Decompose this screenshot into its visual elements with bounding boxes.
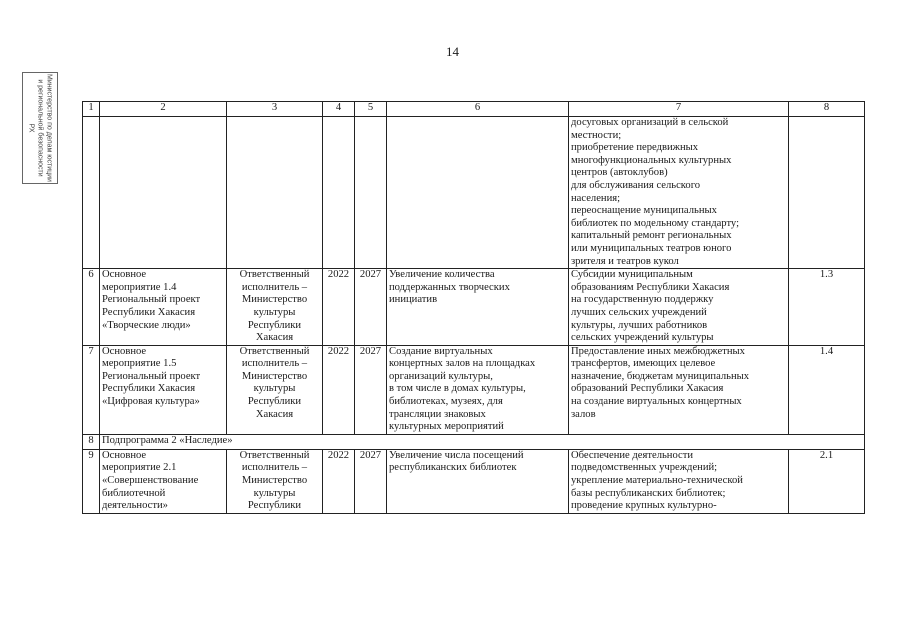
cell-text-line: Ответственный: [239, 269, 310, 281]
cell-text-line: населения;: [571, 192, 621, 204]
registration-stamp: [22, 72, 58, 184]
cell-text-line: залов: [571, 408, 596, 420]
cell-text-line: Республики: [247, 396, 302, 408]
cell-text-line: Ответственный: [239, 449, 310, 461]
header-cell: 3: [227, 102, 323, 117]
empty-cell: [387, 117, 569, 269]
end-year: 2027: [355, 345, 387, 434]
row-number: 6: [83, 269, 100, 346]
row-number: 9: [83, 449, 100, 513]
cell-text-line: Региональный проект: [102, 294, 201, 306]
cell-text-line: Предоставление иных межбюджетных: [571, 345, 745, 357]
cell-text-line: назначение, бюджетам муниципальных: [571, 370, 750, 382]
cell-text-line: Республики Хакасия: [102, 383, 196, 395]
cell-text-line: Ответственный: [239, 345, 310, 357]
cell-text-line: Министерство: [241, 294, 308, 306]
cell-text-line: многофункциональных культурных: [571, 154, 732, 166]
header-cell: 7: [569, 102, 789, 117]
cell-text-line: мероприятие 2.1: [102, 462, 177, 474]
cell-text-line: сельских учреждений культуры: [571, 332, 714, 344]
table-row: [83, 449, 865, 513]
cell-text-line: Увеличение числа посещений: [389, 449, 524, 461]
measure-name-cell: [100, 345, 227, 434]
cell-text-line: приобретение передвижных: [571, 142, 699, 154]
cell-text-line: поддержанных творческих: [389, 281, 510, 293]
cell-text-line: Министерство: [241, 475, 308, 487]
cell-text-line: библиотеках, музеях, для: [389, 396, 503, 408]
cell-text-line: исполнитель –: [241, 358, 308, 370]
cell-text-line: центров (автоклубов): [571, 167, 668, 179]
cell-text-line: Республики: [247, 500, 302, 512]
cell-text-line: культуры: [253, 487, 296, 499]
cell-text-line: библиотечной: [102, 487, 166, 499]
cell-text-line: Республики Хакасия: [102, 306, 196, 318]
empty-cell: [100, 117, 227, 269]
table-row-continuation: [83, 117, 865, 269]
cell-text-line: исполнитель –: [241, 462, 308, 474]
empty-cell: [789, 117, 865, 269]
cell-text-line: на государственную поддержку: [571, 294, 714, 306]
cell-text-line: деятельности»: [102, 500, 168, 512]
cell-text-line: культуры, лучших работников: [571, 319, 708, 331]
cell-text-line: республиканских библиотек: [389, 462, 517, 474]
executor-cell: [227, 345, 323, 434]
stamp-text: Министерство по делам юстиции и региональной безопасности РХ: [27, 74, 53, 182]
cell-text-line: Обеспечение деятельности: [571, 449, 694, 461]
cell-text-line: или муниципальных театров юного: [571, 242, 732, 254]
table-header-row: [83, 102, 865, 117]
cell-text-line: зрителя и театров кукол: [571, 255, 679, 267]
end-year: 2027: [355, 449, 387, 513]
measure-name-cell: [100, 269, 227, 346]
cell-text-line: исполнитель –: [241, 281, 308, 293]
cell-text-line: образований Республики Хакасия: [571, 383, 724, 395]
page-number: 14: [446, 44, 459, 59]
cell-text-line: инициатив: [389, 294, 438, 306]
end-year: 2027: [355, 269, 387, 346]
cell-text-line: культурных мероприятий: [389, 421, 504, 433]
cell-text-line: «Творческие люди»: [102, 319, 191, 331]
cell-text-line: для обслуживания сельского: [571, 179, 701, 191]
executor-cell: [227, 269, 323, 346]
cell-text-line: «Совершенствование: [102, 475, 199, 487]
cell-text-line: Увеличение количества: [389, 269, 495, 281]
result-cell: [387, 345, 569, 434]
row-number: 7: [83, 345, 100, 434]
financing-cell: [569, 345, 789, 434]
cell-text-line: Основное: [102, 449, 147, 461]
executor-cell: [227, 449, 323, 513]
cell-text-line: «Цифровая культура»: [102, 396, 200, 408]
cell-text-line: культуры: [253, 306, 296, 318]
header-cell: 2: [100, 102, 227, 117]
cell-text-line: организаций культуры,: [389, 370, 493, 382]
cell-text-line: базы республиканских библиотек;: [571, 487, 726, 499]
header-cell: 5: [355, 102, 387, 117]
empty-cell: [227, 117, 323, 269]
cell-text-line: трансфертов, имеющих целевое: [571, 358, 716, 370]
cell-text-line: подведомственных учреждений;: [571, 462, 718, 474]
measure-name-cell: [100, 449, 227, 513]
cell-text-line: трансляции знаковых: [389, 408, 486, 420]
cell-text-line: библиотек по модельному стандарту;: [571, 217, 740, 229]
cell-text-line: капитальный ремонт региональных: [571, 230, 732, 242]
cell-text-line: мероприятие 1.5: [102, 358, 177, 370]
financing-cell: [569, 449, 789, 513]
cell-text-line: Основное: [102, 269, 147, 281]
table-row: [83, 345, 865, 434]
cell-text-line: Хакасия: [255, 408, 294, 420]
empty-cell: [355, 117, 387, 269]
cell-text-line: лучших сельских учреждений: [571, 306, 707, 318]
cell-text-line: в том числе в домах культуры,: [389, 383, 526, 395]
cell-text-line: Республики: [247, 319, 302, 331]
start-year: 2022: [323, 345, 355, 434]
cell-text-line: укрепление материально-технической: [571, 475, 743, 487]
indicator-cell: 1.4: [789, 345, 865, 434]
cell-text-line: досуговых организаций в сельской: [571, 117, 729, 128]
header-cell: 4: [323, 102, 355, 117]
cell-text-line: Хакасия: [255, 332, 294, 344]
cell-text-line: переоснащение муниципальных: [571, 205, 717, 217]
empty-cell: [323, 117, 355, 269]
subprogram-title: Подпрограмма 2 «Наследие»: [100, 434, 865, 449]
cell-text-line: на создание виртуальных концертных: [571, 396, 742, 408]
indicator-cell: 1.3: [789, 269, 865, 346]
result-cell: [387, 269, 569, 346]
cell-text-line: образованиям Республики Хакасия: [571, 281, 730, 293]
cell-text-line: Региональный проект: [102, 370, 201, 382]
cell-text-line: мероприятие 1.4: [102, 281, 177, 293]
indicator-cell: 2.1: [789, 449, 865, 513]
cell-text-line: Министерство: [241, 370, 308, 382]
cell-text-line: Субсидии муниципальным: [571, 269, 693, 281]
header-cell: 6: [387, 102, 569, 117]
cell-text-line: проведение крупных культурно-: [571, 500, 717, 512]
financing-cell: [569, 269, 789, 346]
start-year: 2022: [323, 269, 355, 346]
header-cell: 1: [83, 102, 100, 117]
cell-text-line: Создание виртуальных: [389, 345, 493, 357]
cell-text-line: культуры: [253, 383, 296, 395]
result-cell: [387, 449, 569, 513]
cell-text-line: Основное: [102, 345, 147, 357]
cell-text-line: концертных залов на площадках: [389, 358, 536, 370]
table-row: [83, 269, 865, 346]
subprogram-row: [83, 434, 865, 449]
row-number: 8: [83, 434, 100, 449]
measures-table: [82, 101, 865, 514]
cell-text-line: местности;: [571, 129, 622, 141]
start-year: 2022: [323, 449, 355, 513]
header-cell: 8: [789, 102, 865, 117]
financing-cell: [569, 117, 789, 269]
empty-cell: [83, 117, 100, 269]
